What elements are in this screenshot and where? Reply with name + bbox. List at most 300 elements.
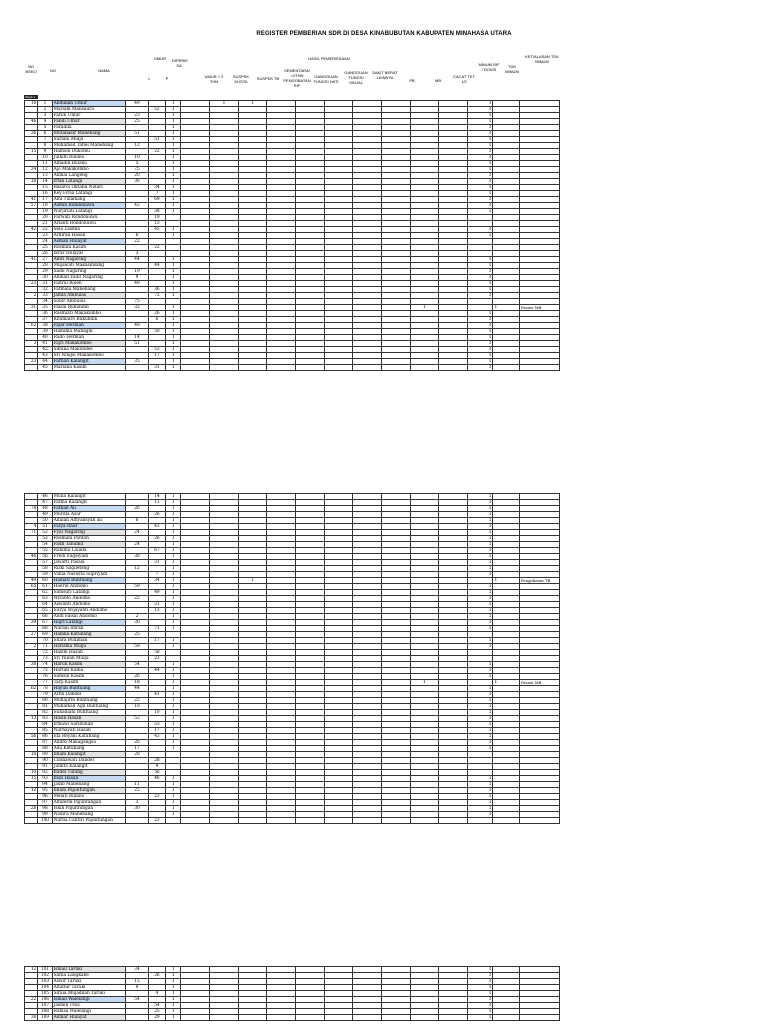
table-cell: 55 [38, 548, 52, 554]
table-cell: 1 [467, 979, 493, 985]
table-cell: 56 [148, 770, 165, 776]
header-kusta: SUSPEK KUSTA [232, 74, 250, 84]
table-cell: 1 [467, 602, 493, 608]
table-cell: 42 [25, 227, 38, 233]
table-cell: 9 [126, 275, 149, 281]
table-cell: 49 [38, 512, 52, 518]
table-cell: 1 [166, 788, 181, 794]
table-cell: Rizki Sagileteng [52, 566, 126, 572]
table-cell: 54 [126, 662, 149, 668]
table-cell: 58 [38, 566, 52, 572]
table-cell: 75 [126, 299, 149, 305]
table-cell: 74 [38, 662, 52, 668]
table-cell: 69 [148, 197, 165, 203]
table-cell: 44 [126, 257, 149, 263]
table-cell [439, 365, 468, 371]
table-cell: 1 [166, 317, 181, 323]
table-cell: 65 [38, 608, 52, 614]
table-cell: 2 [38, 107, 52, 113]
table-cell: 1 [166, 197, 181, 203]
table-cell: 1 [166, 967, 181, 973]
table-cell: 1 [493, 680, 520, 686]
table-cell: 15 [38, 185, 52, 191]
table-cell [381, 365, 410, 371]
table-cell: 1 [467, 734, 493, 740]
table-cell: 24 [38, 239, 52, 245]
table-cell: Alfalah Alfiyansyah ali [52, 518, 126, 524]
table-cell: 97 [38, 800, 52, 806]
table-cell: Farwati Rondonuwu [52, 215, 126, 221]
header-minum: MINUM RIF / DOSIS [478, 62, 500, 72]
table-cell: 82 [38, 710, 52, 716]
table-cell: Mariam Mansaura [52, 107, 126, 113]
table-cell: Asman Hulayat [52, 239, 126, 245]
table-cell: 12 [126, 566, 149, 572]
table-cell: 17 [126, 746, 149, 752]
table-cell: Silfana Makondes [52, 347, 126, 353]
table-cell: 1 [467, 101, 493, 107]
table-cell: 34 [148, 578, 165, 584]
header-pb: PB [409, 78, 415, 83]
table-cell: 1 [166, 353, 181, 359]
table-cell: 1 [467, 281, 493, 287]
table-cell: 1 [166, 644, 181, 650]
table-cell: 1 [467, 263, 493, 269]
table-cell: 1 [166, 113, 181, 119]
table-cell: Haerul Andomo [52, 584, 126, 590]
table-cell: 1 [166, 614, 181, 620]
table-cell: 27 [25, 632, 38, 638]
table-cell: 15 [126, 979, 149, 985]
table-cell: 1 [467, 722, 493, 728]
table-cell: Jumita Kalangit [52, 764, 126, 770]
table-cell: Nadira Manebang [52, 812, 126, 818]
table-cell: 1 [467, 185, 493, 191]
table-cell: 1 [166, 740, 181, 746]
header-umur: UMUR [154, 56, 166, 61]
table-cell: 1 [467, 542, 493, 548]
table-cell: Hartati Kadia [52, 668, 126, 674]
table-cell: 44 [126, 686, 149, 692]
table-cell: 71 [38, 644, 52, 650]
table-cell: 1 [166, 973, 181, 979]
table-cell: 1 [166, 101, 181, 107]
table-cell: 15 [25, 149, 38, 155]
table-cell: Fredi Sugeiyadi [52, 554, 126, 560]
table-cell [439, 1015, 468, 1021]
table-cell: 78 [25, 506, 38, 512]
table-cell: Safna Langkabe [52, 973, 126, 979]
table-cell: 1 [166, 746, 181, 752]
table-cell: 20 [126, 173, 149, 179]
table-cell: Fajar Herman [52, 323, 126, 329]
table-cell: 1 [166, 566, 181, 572]
table-cell: Jawarti Pasala [52, 560, 126, 566]
table-cell: 25 [126, 632, 149, 638]
table-cell: 67 [148, 548, 165, 554]
table-cell: 1 [166, 269, 181, 275]
table-cell: 1 [166, 275, 181, 281]
table-cell: Akmal Langeng [52, 173, 126, 179]
table-cell: 19 [38, 209, 52, 215]
table-cell: 65 [25, 584, 38, 590]
table-cell: 1 [166, 979, 181, 985]
table-cell: 10 [25, 770, 38, 776]
table-cell: 26 [126, 674, 149, 680]
table-cell: 93 [38, 776, 52, 782]
table-cell: Ilham Pajuntungan [52, 788, 126, 794]
table-cell: 25 [126, 788, 149, 794]
table-cell: 54 [38, 542, 52, 548]
table-cell: 103 [38, 979, 52, 985]
table-cell: Pasien MB [520, 680, 560, 686]
table-cell: 43 [38, 353, 52, 359]
table-cell [181, 1015, 210, 1021]
table-cell: Ilham Kalangit [52, 752, 126, 758]
table-cell: Sadil Nagaring [52, 269, 126, 275]
table-cell: 19 [126, 269, 149, 275]
table-cell [296, 365, 325, 371]
table-cell: 1 [166, 293, 181, 299]
table-cell: 1 [467, 536, 493, 542]
register-table-part-2 [24, 493, 560, 824]
table-cell [267, 365, 296, 371]
table-cell: 25 [126, 119, 149, 125]
table-cell: 39 [38, 329, 52, 335]
header-tb: SUSPEK TB [256, 76, 280, 81]
table-cell: 77 [38, 680, 52, 686]
table-cell: Sri Ningsi Makakombo [52, 353, 126, 359]
table-cell: 1 [467, 512, 493, 518]
header-sementara: SEMENTARA/ <2THN PENGOBATAN RIF [283, 68, 311, 88]
table-cell: 36 [38, 311, 52, 317]
table-cell: Ismail Taruki [52, 967, 126, 973]
table-cell: 6 [38, 131, 52, 137]
table-cell: 23 [25, 359, 38, 365]
table-cell: 1 [467, 1009, 493, 1015]
table-cell: 1 [467, 590, 493, 596]
table-cell: Hamka Katubang [52, 632, 126, 638]
table-cell: 1 [467, 692, 493, 698]
header-diperiksa: DIPERIK SA [172, 58, 189, 68]
table-cell: 54 [126, 997, 149, 1003]
header-tdk: TDK MINUM [505, 64, 519, 74]
table-cell: 23 [25, 281, 38, 287]
table-cell [493, 818, 520, 824]
table-cell: 18 [126, 704, 149, 710]
header-ket: KET/ALASAN TDK MINUM [525, 54, 559, 64]
table-cell: 46 [25, 554, 38, 560]
table-cell: 17 [38, 197, 52, 203]
table-cell: 89 [38, 752, 52, 758]
table-cell: 12 [25, 967, 38, 973]
table-cell: 36 [126, 179, 149, 185]
table-cell: 3 [126, 800, 149, 806]
table-cell: 1 [166, 680, 181, 686]
table-cell: 1 [166, 281, 181, 287]
table-cell [353, 365, 382, 371]
table-cell [267, 818, 296, 824]
table-cell: 1 [467, 596, 493, 602]
table-cell: Faisal Rukundin [52, 305, 126, 311]
table-cell: 88 [38, 746, 52, 752]
table-cell: 4 [148, 991, 165, 997]
table-cell: Jadib Manebang [52, 782, 126, 788]
table-cell: 12 [38, 167, 52, 173]
table-cell: 1 [166, 554, 181, 560]
table-cell: 34 [148, 185, 165, 191]
table-cell: Pasien MB [520, 305, 560, 311]
table-cell: 22 [25, 997, 38, 1003]
table-cell [520, 365, 560, 371]
table-cell: 5 [126, 161, 149, 167]
table-cell: 1 [467, 548, 493, 554]
table-cell: 62 [25, 686, 38, 692]
table-cell: 28 [126, 752, 149, 758]
table-cell: 1 [467, 155, 493, 161]
table-cell: 5 [38, 125, 52, 131]
table-cell: 4 [38, 119, 52, 125]
table-cell: 23 [148, 794, 165, 800]
table-cell: 1 [166, 698, 181, 704]
table-cell: 1 [467, 335, 493, 341]
table-cell: 1 [166, 812, 181, 818]
table-cell [181, 365, 210, 371]
table-cell [238, 1015, 267, 1021]
table-cell: 3 [25, 341, 38, 347]
table-cell: 95 [38, 788, 52, 794]
table-cell: 101 [38, 967, 52, 973]
table-cell: 1 [467, 782, 493, 788]
table-cell: 49 [126, 281, 149, 287]
table-cell: 1 [467, 143, 493, 149]
table-cell: 1 [467, 113, 493, 119]
table-cell: 46 [148, 776, 165, 782]
table-cell: 1 [467, 518, 493, 524]
table-cell: 1 [166, 524, 181, 530]
table-cell: 27 [38, 257, 52, 263]
table-cell: Ida Reyani Katubang [52, 734, 126, 740]
table-cell: 1 [467, 794, 493, 800]
table-cell: 1 [467, 323, 493, 329]
table-cell: 51 [126, 341, 149, 347]
table-cell: 8 [38, 143, 52, 149]
table-cell: 1 [467, 566, 493, 572]
table-cell: 1 [166, 263, 181, 269]
table-cell: 1 [467, 347, 493, 353]
table-cell: 9 [126, 985, 149, 991]
table-cell: Harun Kasim [52, 662, 126, 668]
table-cell: Suriani Mulju [52, 137, 126, 143]
table-cell: 1 [166, 161, 181, 167]
table-cell: 10 [126, 155, 149, 161]
table-cell: 1 [166, 287, 181, 293]
table-cell: Hasin Hasan [52, 716, 126, 722]
table-cell: 1 [467, 1003, 493, 1009]
table-cell: 18 [25, 752, 38, 758]
table-cell: Amri Nagaring [52, 257, 126, 263]
table-cell: Nurjiriati Latangi [52, 209, 126, 215]
table-cell: Cindiawati Dandel [52, 758, 126, 764]
table-cell: Samsuri Latangi [52, 590, 126, 596]
table-cell: 1 [467, 341, 493, 347]
table-cell: 1 [166, 686, 181, 692]
table-cell [166, 818, 181, 824]
table-cell: 1 [166, 596, 181, 602]
table-cell: 63 [38, 596, 52, 602]
table-cell: 33 [38, 293, 52, 299]
table-cell: Fatya Rauf [52, 524, 126, 530]
table-cell: 1 [493, 578, 520, 584]
table-cell [410, 818, 439, 824]
table-cell: 1 [467, 329, 493, 335]
table-cell: Hamsin Dukomu [52, 149, 126, 155]
table-cell: Hamima Mahagin [52, 329, 126, 335]
table-cell: Jasmin Unis [52, 1003, 126, 1009]
table-cell: 11 [38, 161, 52, 167]
table-cell: Meiati Bulano [52, 794, 126, 800]
table-cell: 1 [166, 1009, 181, 1015]
table-cell: 1 [467, 572, 493, 578]
table-cell: Shara Budiman [52, 638, 126, 644]
table-cell [353, 1015, 382, 1021]
header-p: P [165, 76, 169, 81]
table-cell: 2 [25, 644, 38, 650]
table-cell: 87 [38, 740, 52, 746]
table-cell: 59 [38, 572, 52, 578]
table-cell: Siraia Mujadilah Taruki [52, 991, 126, 997]
table-cell: 1 [166, 548, 181, 554]
table-cell: 13 [38, 173, 52, 179]
table-cell: 18 [126, 680, 149, 686]
table-cell: 52 [148, 107, 165, 113]
table-cell: 32 [126, 305, 149, 311]
header-umur2: UMUR < 2 THN [204, 74, 224, 84]
table-cell: 41 [38, 341, 52, 347]
table-cell: 76 [38, 674, 52, 680]
table-cell: 1 [467, 608, 493, 614]
table-cell: 1 [166, 341, 181, 347]
table-cell: 1 [166, 560, 181, 566]
table-cell: 41 [25, 257, 38, 263]
table-cell: 30 [126, 806, 149, 812]
table-cell: 48 [38, 506, 52, 512]
table-cell: 1 [467, 365, 493, 371]
table-cell [381, 1015, 410, 1021]
table-cell: 1 [166, 794, 181, 800]
table-cell: 10 [38, 155, 52, 161]
table-cell: 1 [467, 806, 493, 812]
table-cell: Ahmad Fadil Nagaring [52, 275, 126, 281]
table-cell: Mutahasir Manebang [52, 131, 126, 137]
table-cell: 85 [38, 728, 52, 734]
table-cell: 1 [166, 155, 181, 161]
table-cell: Ada Katubang [52, 746, 126, 752]
table-cell: Surya Wijayanti Andomo [52, 608, 126, 614]
table-cell: 12 [126, 143, 149, 149]
header-sakit: SAKIT BERAT LAINNYA [372, 70, 398, 80]
table-cell: 38 [25, 1015, 38, 1021]
table-cell: Fajri Makakombo [52, 341, 126, 347]
table-cell [296, 818, 325, 824]
table-cell [493, 1015, 520, 1021]
table-cell: 23 [148, 818, 165, 824]
table-cell: 1 [467, 800, 493, 806]
table-cell: 34 [126, 967, 149, 973]
table-cell: Alfaferik Pajuntungan [52, 800, 126, 806]
table-cell: Farhan Kalangit [52, 359, 126, 365]
table-cell: 18 [25, 179, 38, 185]
table-cell: Nurlia Cantiri Pajuntungan [52, 818, 126, 824]
table-cell: 1 [467, 257, 493, 263]
table-cell: 72 [38, 650, 52, 656]
table-cell: Aswir Taruki [52, 979, 126, 985]
table-cell: 39 [25, 620, 38, 626]
table-cell: 1 [166, 716, 181, 722]
table-cell: Hadiati Buntuang [52, 578, 126, 584]
table-cell: 1 [467, 149, 493, 155]
table-cell: 1 [467, 227, 493, 233]
table-cell: 1 [166, 347, 181, 353]
table-cell: 49 [148, 590, 165, 596]
table-cell: 64 [38, 602, 52, 608]
table-cell: 1 [166, 500, 181, 506]
table-cell: 1 [166, 119, 181, 125]
table-cell: 1 [467, 137, 493, 143]
table-cell: Jamla Ambulas [52, 293, 126, 299]
table-cell: 1 [467, 173, 493, 179]
table-cell: 1 [166, 365, 181, 371]
table-row [25, 818, 560, 824]
table-cell: 29 [148, 1015, 165, 1021]
table-cell: 67 [38, 620, 52, 626]
table-cell: 60 [38, 578, 52, 584]
table-cell: 1 [166, 692, 181, 698]
table-cell: 1 [467, 494, 493, 500]
table-cell: 1 [166, 572, 181, 578]
table-cell: 1 [38, 101, 52, 107]
table-cell: 23 [126, 113, 149, 119]
table-cell: 1 [166, 359, 181, 365]
table-cell: 16 [25, 101, 38, 107]
table-cell: 1 [166, 125, 181, 131]
table-cell: Sela Lasena [52, 227, 126, 233]
table-cell: 3 [38, 113, 52, 119]
table-cell: Rado Herman [52, 335, 126, 341]
table-cell: 1 [166, 233, 181, 239]
table-cell: 26 [148, 311, 165, 317]
table-cell [210, 1015, 239, 1021]
table-cell: 49 [126, 101, 149, 107]
table-cell: 1 [166, 149, 181, 155]
table-cell: 1 [166, 782, 181, 788]
table-cell: 1 [467, 269, 493, 275]
table-cell: 1 [166, 203, 181, 209]
table-cell: 94 [38, 782, 52, 788]
table-cell: 75 [38, 668, 52, 674]
table-cell: 30 [38, 275, 52, 281]
table-cell: Aswanti Andomo [52, 602, 126, 608]
table-cell: 1 [467, 500, 493, 506]
table-cell: 1 [467, 524, 493, 530]
table-cell: 72 [148, 293, 165, 299]
table-cell: 1 [166, 710, 181, 716]
table-cell: 1 [166, 185, 181, 191]
table-cell: 92 [38, 770, 52, 776]
table-cell: 1 [166, 734, 181, 740]
table-cell [267, 1015, 296, 1021]
table-cell: 71 [148, 626, 165, 632]
